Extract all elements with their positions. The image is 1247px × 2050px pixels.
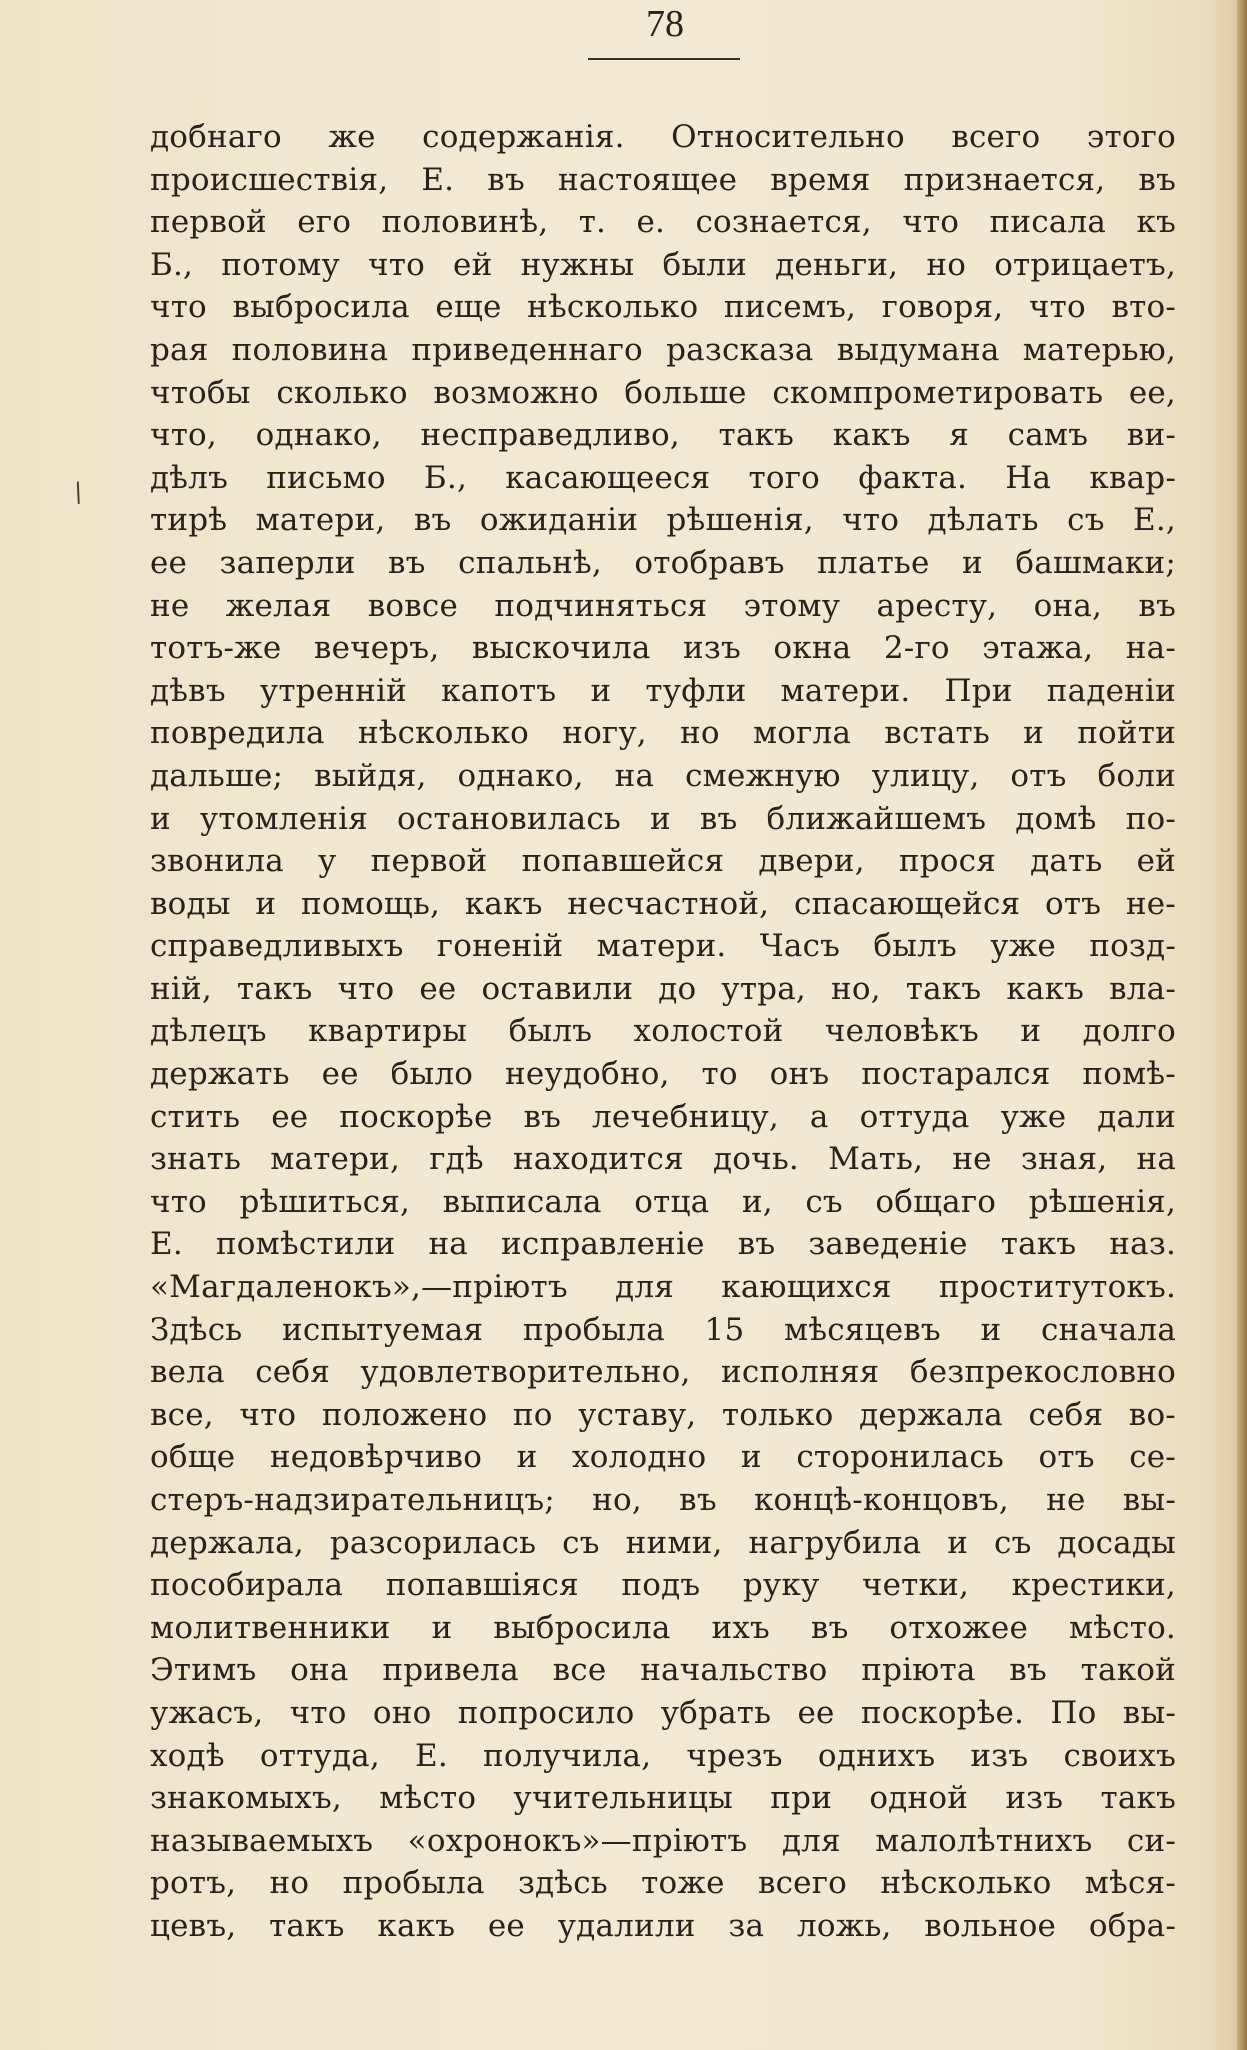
text-line: стеръ-надзирательницъ; но, въ концѣ-концовъ, не вы- — [150, 1482, 1176, 1518]
body-text — [150, 116, 1176, 1948]
text-line: что выбросила еще нѣсколько писемъ, говоря, что вто- — [150, 289, 1176, 326]
text-line: дѣлецъ квартиры былъ холостой человѣкъ и долго — [150, 1013, 1176, 1050]
text-line: что рѣшиться, выписала отца и, съ общаго рѣшенія, — [150, 1183, 1176, 1220]
text-line: ній, такъ что ее оставили до утра, но, такъ какъ вла- — [150, 970, 1176, 1007]
text-line: первой его половинѣ, т. е. сознается, что писала къ — [150, 204, 1176, 241]
text-line: обще недовѣрчиво и холодно и сторонилась отъ се- — [150, 1439, 1176, 1476]
text-line: цевъ, такъ какъ ее удалили за ложь, вольное обра- — [150, 1907, 1176, 1944]
text-line: добнаго же содержанія. Относительно всего этого — [150, 119, 1176, 155]
text-line: происшествія, Е. въ настоящее время признается, въ — [150, 161, 1176, 198]
text-line: ротъ, но пробыла здѣсь тоже всего нѣсколько мѣся- — [150, 1865, 1176, 1902]
text-line: дѣлъ письмо Б., касающееся того факта. На квар- — [150, 459, 1176, 496]
text-line: рая половина приведеннаго разсказа выдумана матерью, — [150, 331, 1176, 368]
text-line: ее заперли въ спальнѣ, отобравъ платье и башмаки; — [150, 544, 1176, 581]
text-line: знать матери, гдѣ находится дочь. Мать, не зная, на — [150, 1141, 1176, 1178]
text-line: повредила нѣсколько ногу, но могла встать и пойти — [150, 715, 1176, 752]
text-line: воды и помощь, какъ несчастной, спасающейся отъ не- — [150, 885, 1176, 922]
text-line: пособирала попавшіяся подъ руку четки, крестики, — [150, 1567, 1176, 1604]
text-line: и утомленія остановилась и въ ближайшемъ домѣ по- — [150, 800, 1176, 837]
text-line: стить ее поскорѣе въ лечебницу, а оттуда уже дали — [150, 1098, 1176, 1135]
page-edge-shadow — [1237, 0, 1247, 2050]
text-line: дѣвъ утренній капотъ и туфли матери. При паденіи — [150, 672, 1176, 709]
text-line: молитвенники и выбросила ихъ въ отхожее мѣсто. — [150, 1609, 1176, 1646]
text-line: ходѣ оттуда, Е. получила, чрезъ однихъ изъ своихъ — [150, 1737, 1176, 1774]
text-line: называемыхъ «охронокъ»—пріютъ для малолѣтнихъ си- — [150, 1822, 1176, 1859]
text-line: не желая вовсе подчиняться этому аресту, она, въ — [150, 587, 1176, 624]
text-line: звонила у первой попавшейся двери, прося дать ей — [150, 843, 1176, 880]
text-line: знакомыхъ, мѣсто учительницы при одной изъ такъ — [150, 1780, 1176, 1817]
text-line: «Магдаленокъ»,—пріютъ для кающихся проститутокъ. — [150, 1269, 1176, 1306]
text-line: Е. помѣстили на исправленіе въ заведеніе такъ наз. — [150, 1226, 1176, 1263]
text-line: дальше; выйдя, однако, на смежную улицу, отъ боли — [150, 757, 1176, 794]
text-line: тотъ-же вечеръ, выскочила изъ окна 2-го этажа, на- — [150, 630, 1176, 667]
margin-pencil-mark: / — [69, 477, 88, 509]
text-line: вела себя удовлетворительно, исполняя безпрекословно — [150, 1354, 1176, 1391]
text-line: чтобы сколько возможно больше скомпрометировать ее, — [150, 374, 1176, 411]
header-rule — [588, 58, 740, 60]
text-line: держала, разсорилась съ ними, нагрубила и съ досады — [150, 1524, 1176, 1561]
text-line: что, однако, несправедливо, такъ какъ я самъ ви- — [150, 417, 1176, 454]
text-line: Здѣсь испытуемая пробыла 15 мѣсяцевъ и сначала — [150, 1311, 1176, 1348]
text-line: держать ее было неудобно, то онъ постарался помѣ- — [150, 1056, 1176, 1093]
text-line: Б., потому что ей нужны были деньги, но отрицаетъ, — [150, 246, 1176, 283]
text-line: тирѣ матери, въ ожиданіи рѣшенія, что дѣлать съ Е., — [150, 502, 1176, 539]
text-line: ужасъ, что оно попросило убрать ее поскорѣе. По вы- — [150, 1694, 1176, 1731]
text-line: все, что положено по уставу, только держала себя во- — [150, 1396, 1176, 1433]
text-line: справедливыхъ гоненій матери. Часъ былъ уже позд- — [150, 928, 1176, 965]
page-number: 78 — [646, 3, 684, 45]
text-line: Этимъ она привела все начальство пріюта въ такой — [150, 1652, 1176, 1689]
